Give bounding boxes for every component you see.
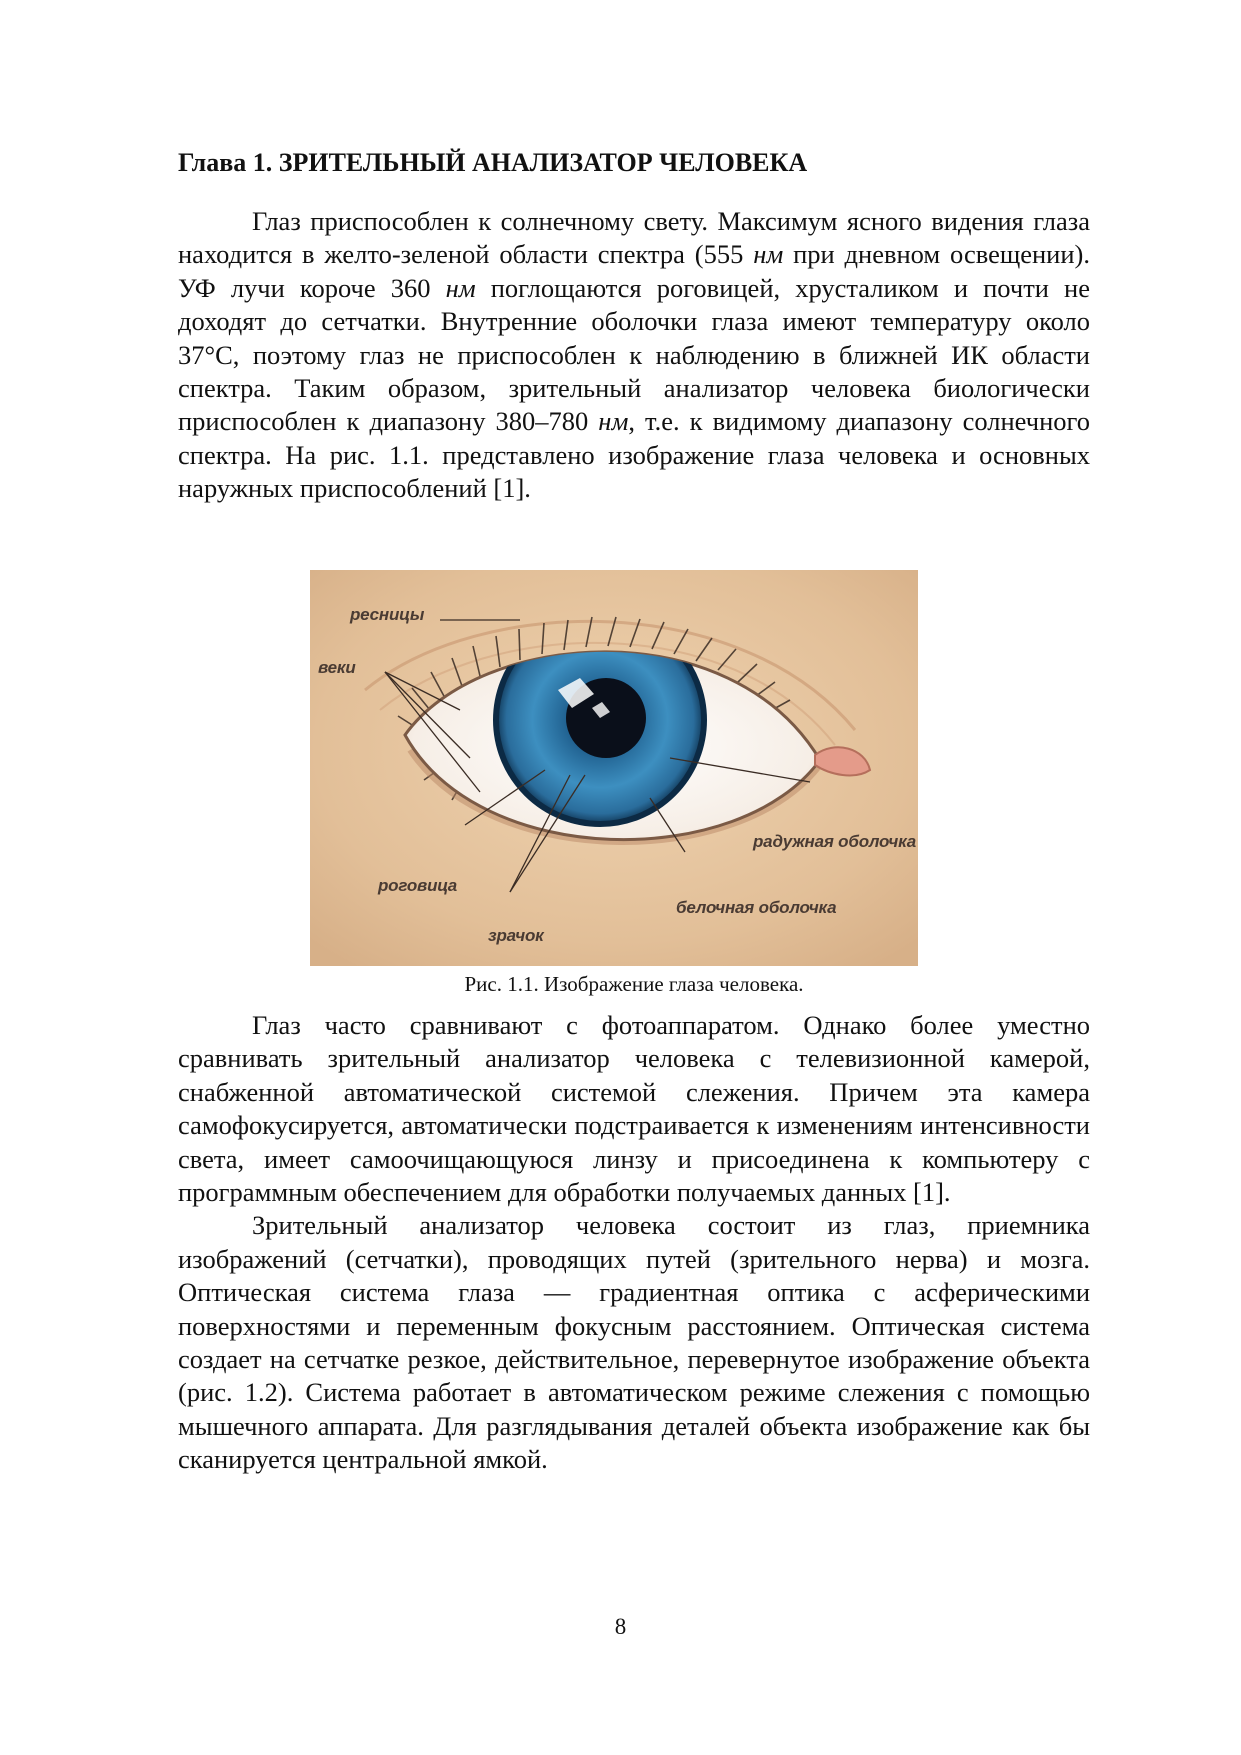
paragraph-1: Глаз приспособлен к солнечному свету. Максимум ясного видения глаза находится в желто-зеленой области спектра (555 нм при дневном освещении). УФ лучи короче 360 нм поглощаются роговицей, хрусталиком и почти не доходят до сетчатки. Внутренние оболочки глаза имеют температуру около 37°С, поэтому глаз не приспособлен к наблюдению в ближней ИК области спектра. Таким образом, зрительный анализатор человека биологически приспособлен к диапазону 380–780 нм, т.е. к видимому диапазону солнечного спектра. На рис. 1.1. представлено изображение глаза человека и основных наружных приспособлений [1]. <box>178 206 1091 504</box>
label-cornea: роговица <box>378 876 458 895</box>
paragraph-2: Глаз часто сравнивают с фотоаппаратом. Однако более уместно сравнивать зрительный анализатор человека с телевизионной камерой, снабженной автоматической системой слежения. Причем эта камера самофокусируется, автоматически подстраивается к изменениям интенсивности света, имеет самоочищающуюся линзу и присоединена к компьютеру с программным обеспечением для обработки получаемых данных [1]. <box>178 1010 1090 1208</box>
paragraph-3: Зрительный анализатор человека состоит из глаз, приемника изображений (сетчатки), проводящих путей (зрительного нерва) и мозга. Оптическая система глаза — градиентная оптика с асферическими поверхностями и переменным фокусным расстоянием. Оптическая система создает на сетчатке резкое, действительное, перевернутое изображение объекта (рис. 1.2). Система работает в автоматическом режиме слежения с помощью мышечного аппарата. Для разглядывания деталей объекта изображение как бы сканируется центральной ямкой. <box>178 1210 1090 1475</box>
figure-caption: Рис. 1.1. Изображение глаза человека. <box>464 972 804 996</box>
paragraph-intro <box>178 205 1090 506</box>
label-sclera: белочная оболочка <box>676 898 837 917</box>
label-eyelashes: ресницы <box>350 605 425 624</box>
page-number: 8 <box>614 1614 627 1639</box>
label-iris: радужная оболочка <box>753 832 916 851</box>
label-eyelids: веки <box>318 658 356 677</box>
unit-nm: нм <box>445 272 476 303</box>
paragraph-body <box>178 1009 1090 1477</box>
chapter-title: Глава 1. ЗРИТЕЛЬНЫЙ АНАЛИЗАТОР ЧЕЛОВЕКА <box>178 148 808 177</box>
eye-figure <box>310 570 918 966</box>
unit-nm: нм <box>598 406 629 437</box>
unit-nm: нм <box>753 239 784 270</box>
label-pupil: зрачок <box>488 926 544 945</box>
